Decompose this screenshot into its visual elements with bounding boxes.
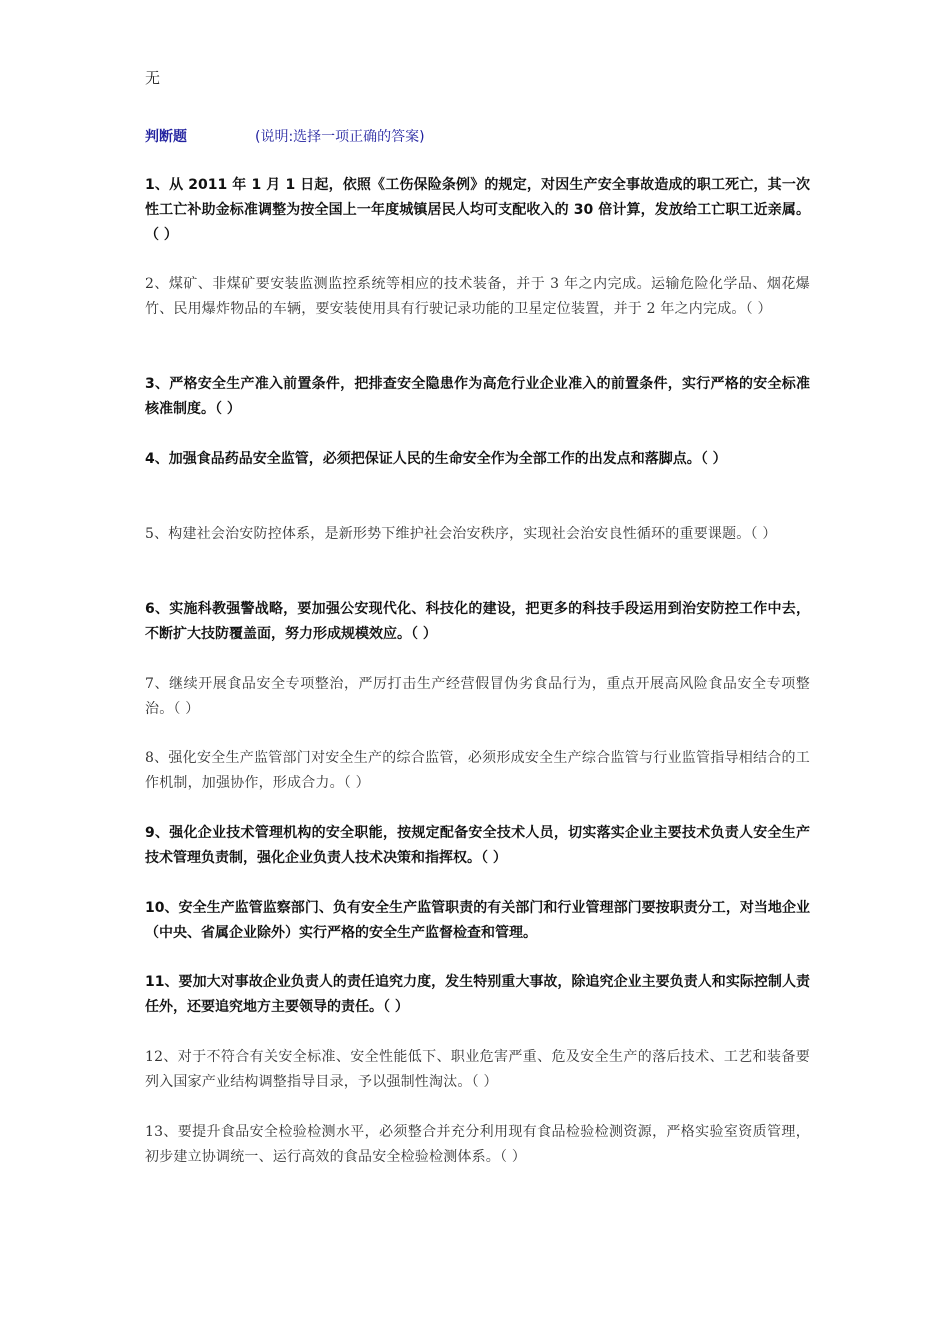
question-2: 2、煤矿、非煤矿要安装监测监控系统等相应的技术装备，并于 3 年之内完成。运输危险化学品、烟花爆竹、民用爆炸物品的车辆，要安装使用具有行驶记录功能的卫星定位装置，并于 2 年之内完成。（ ） — [145, 276, 810, 317]
section-title: 判断题 — [145, 129, 187, 145]
question-8: 8、强化安全生产监管部门对安全生产的综合监管，必须形成安全生产综合监管与行业监管指导相结合的工作机制，加强协作，形成合力。（ ） — [145, 750, 810, 791]
section-header — [145, 125, 425, 149]
section-note: (说明:选择一项正确的答案) — [255, 129, 425, 145]
question-5: 5、构建社会治安防控体系，是新形势下维护社会治安秩序，实现社会治安良性循环的重要课题。（ ） — [145, 526, 777, 542]
question-9: 9、强化企业技术管理机构的安全职能，按规定配备安全技术人员，切实落实企业主要技术负责人安全生产技术管理负责制，强化企业负责人技术决策和指挥权。（ ） — [145, 825, 810, 866]
question-13: 13、要提升食品安全检验检测水平，必须整合并充分利用现有食品检验检测资源，严格实验室资质管理，初步建立协调统一、运行高效的食品安全检验检测体系。（ ） — [145, 1124, 810, 1165]
question-7: 7、继续开展食品安全专项整治，严厉打击生产经营假冒伪劣食品行为，重点开展高风险食品安全专项整治。（ ） — [145, 676, 810, 717]
question-4: 4、加强食品药品安全监管，必须把保证人民的生命安全作为全部工作的出发点和落脚点。（ ） — [145, 451, 727, 467]
question-10: 10、安全生产监管监察部门、负有安全生产监管职责的有关部门和行业管理部门要按职责分工，对当地企业（中央、省属企业除外）实行严格的安全生产监督检查和管理。 — [145, 900, 810, 941]
top-word: 无 — [145, 69, 161, 87]
question-6: 6、实施科教强警战略，要加强公安现代化、科技化的建设，把更多的科技手段运用到治安防控工作中去，不断扩大技防覆盖面，努力形成规模效应。（ ） — [145, 601, 810, 642]
question-3: 3、严格安全生产准入前置条件，把排查安全隐患作为高危行业企业准入的前置条件，实行严格的安全标准核准制度。（ ） — [145, 376, 810, 417]
question-11: 11、要加大对事故企业负责人的责任追究力度，发生特别重大事故，除追究企业主要负责人和实际控制人责任外，还要追究地方主要领导的责任。（ ） — [145, 974, 810, 1015]
question-12: 12、对于不符合有关安全标准、安全性能低下、职业危害严重、危及安全生产的落后技术、工艺和装备要列入国家产业结构调整指导目录，予以强制性淘汰。（ ） — [145, 1049, 810, 1090]
question-1: 1、从 2011 年 1 月 1 日起，依照《工伤保险条例》的规定，对因生产安全事故造成的职工死亡，其一次性工亡补助金标准调整为按全国上一年度城镇居民人均可支配收入的 30 倍计算，发放给工亡职工近亲属。（ ） — [145, 177, 810, 243]
